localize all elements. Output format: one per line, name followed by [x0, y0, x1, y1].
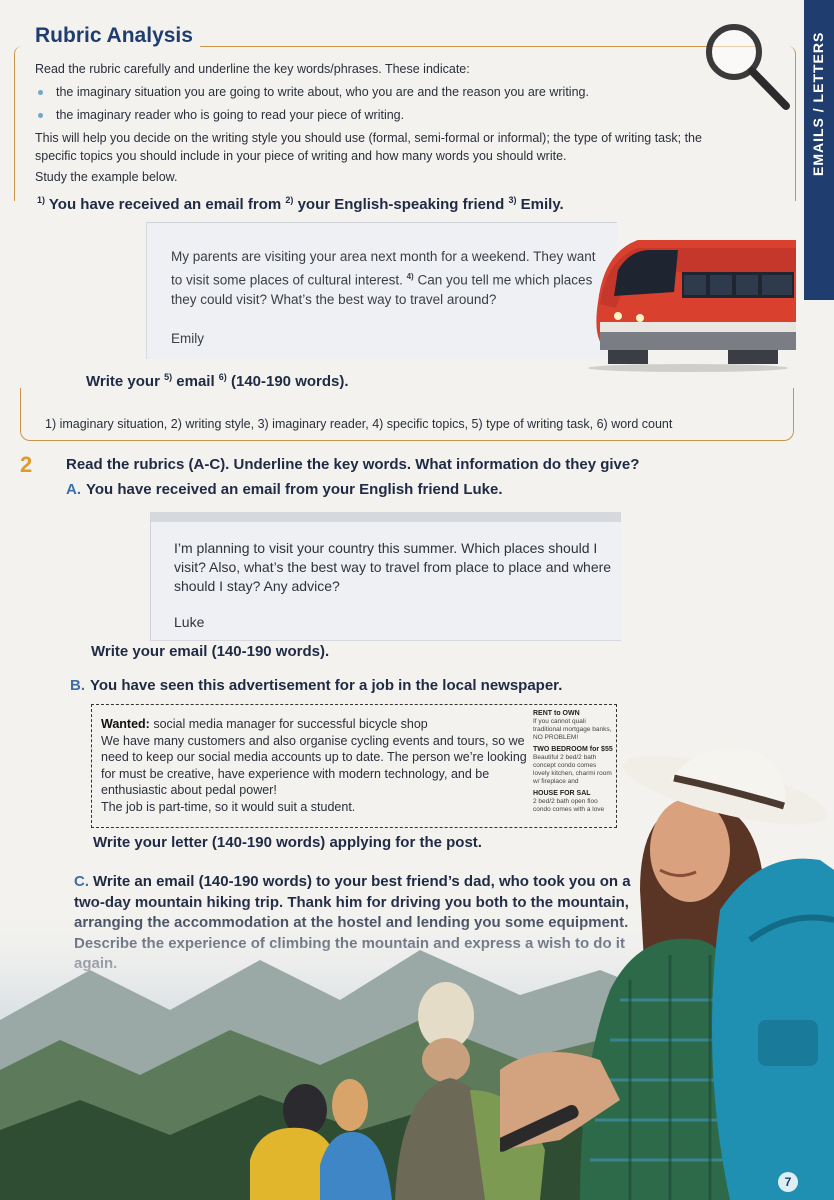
marker: 4): [406, 271, 414, 281]
job-advert: [101, 716, 531, 815]
rubric-help-line: This will help you decide on the writing style you should use (formal, semi-formal or informal); the type of writing task; the: [35, 131, 702, 145]
key-frame: [20, 388, 794, 441]
item-text: You have seen this advertisement for a job in the local newspaper.: [90, 677, 563, 694]
rubric-help-line: specific topics you should include in your piece of writing and how many words you should write.: [35, 149, 567, 163]
item-text: Write an email (140-190 words) to your best friend’s dad, who took you on a: [93, 873, 631, 890]
advert-title: social media manager for successful bicycle shop: [149, 717, 428, 731]
example-text: Emily.: [516, 196, 564, 213]
advert-body: We have many customers and also organise cycling events and tours, so we need to keep our social media accounts up to date. The person we’re looking for must be creative, have experience with modern technology, and be enthusiastic about pedal power!: [101, 733, 527, 797]
example-text: your English-speaking friend: [293, 196, 509, 213]
email-signature: Luke: [174, 614, 205, 630]
train-image: [578, 232, 796, 372]
classified-heading: TWO BEDROOM for $55: [533, 746, 613, 753]
example-text: You have received an email from: [45, 196, 286, 213]
item-letter: A.: [66, 481, 81, 498]
email-body: [171, 247, 601, 309]
marker: 2): [285, 195, 294, 205]
classified-text: Beautiful 2 bed/2 bath concept condo comes lovely kitchen, charmi room w/ fireplace and: [533, 754, 612, 785]
email-text: Can you tell me which places they could visit? What’s the best way to travel around?: [171, 272, 593, 307]
rubric-study: Study the example below.: [35, 170, 178, 184]
classified-heading: HOUSE FOR SAL: [533, 790, 591, 797]
rubric-intro: Read the rubric carefully and underline the key words/phrases. These indicate:: [35, 62, 470, 76]
marker: 1): [37, 195, 46, 205]
classified-heading: RENT to OWN: [533, 710, 580, 717]
rubric-instructions: [35, 58, 775, 189]
luke-email-card: [150, 512, 621, 641]
write-text: Write your: [86, 373, 165, 390]
marker: 5): [164, 372, 173, 382]
classified-text: If you cannot quali traditional mortgage banks, NO PROBLEM!: [533, 718, 612, 741]
exercise-instruction: Read the rubrics (A-C). Underline the key words. What information do they give?: [66, 456, 640, 473]
item-b-write-instruction: Write your letter (140-190 words) applying for the post.: [93, 834, 482, 851]
example-rubric: [37, 195, 564, 213]
classified-text: 2 bed/2 bath open floo condo comes with a love: [533, 798, 605, 813]
item-b-heading: [70, 677, 562, 694]
write-text: email: [172, 373, 219, 390]
item-letter: B.: [70, 677, 85, 694]
item-a-write-instruction: Write your email (140-190 words).: [91, 643, 330, 660]
email-signature: Emily: [171, 331, 204, 346]
section-side-tab: [804, 0, 834, 300]
item-text: You have received an email from your English friend Luke.: [86, 481, 503, 498]
email-body: I’m planning to visit your country this summer. Which places should I visit? Also, what’s the best way to travel from place to place and where should I stay? Any advice?: [174, 540, 612, 594]
item-letter: C.: [74, 873, 89, 890]
hiker-girl-photo: [500, 740, 834, 1200]
email-text: My parents are visiting your area next month for a weekend. They want to visit some places of cultural interest.: [171, 249, 596, 287]
rubric-bullet: the imaginary situation you are going to write about, who you are and the reason you are writing.: [56, 81, 775, 104]
marker: 6): [218, 372, 227, 382]
write-text: (140-190 words).: [226, 373, 349, 390]
example-email-card: [146, 222, 617, 359]
advert-label: Wanted:: [101, 717, 150, 731]
item-a-heading: [66, 481, 503, 498]
rubric-title: Rubric Analysis: [35, 24, 193, 47]
marker: 3): [508, 195, 517, 205]
page-number: 7: [778, 1172, 798, 1192]
rubric-frame-top: [200, 46, 760, 47]
advert-note: The job is part-time, so it would suit a student.: [101, 799, 356, 814]
rubric-bullets: [35, 81, 775, 127]
side-tab-label: EMAILS / LETTERS: [810, 31, 826, 176]
example-key: 1) imaginary situation, 2) writing style, 3) imaginary reader, 4) specific topics, 5) type of writing task, 6) word count: [45, 417, 673, 431]
exercise-number: 2: [20, 452, 33, 477]
rubric-bullet: the imaginary reader who is going to read your piece of writing.: [56, 104, 775, 127]
